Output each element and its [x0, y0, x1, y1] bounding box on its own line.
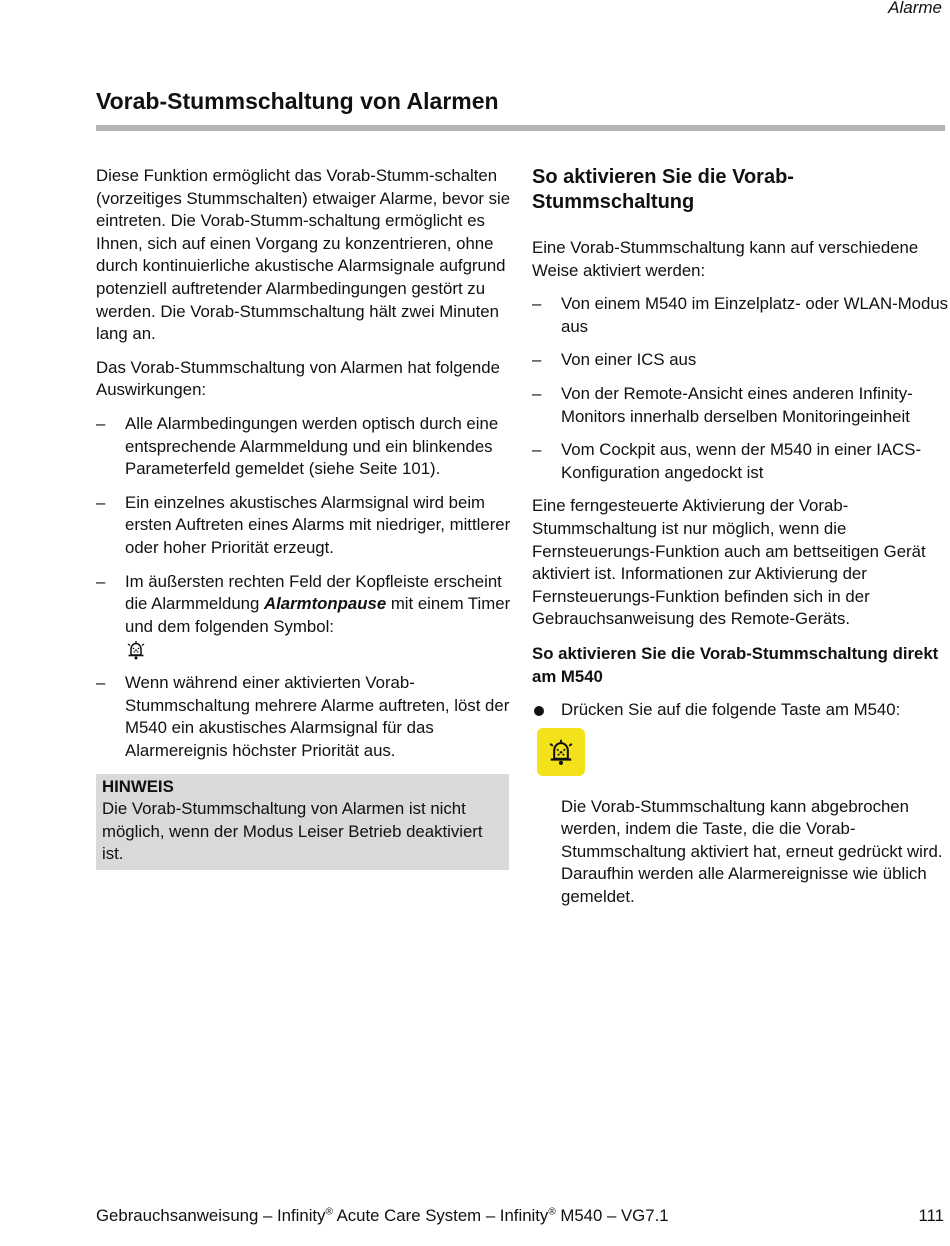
- dash-marker: –: [96, 571, 106, 591]
- activation-ways-list: [532, 293, 950, 484]
- remote-activation-paragraph: Eine ferngesteuerte Aktivierung der Vorab-Stummschaltung ist nur möglich, wenn die Fernsteuerungs-Funktion auch am bettseitigen Gerät aktiviert ist. Informationen zur Aktivierung der Fernsteuerungs-Funktion befinden sich in der Gebrauchsanweisung des Remote-Geräts.: [532, 496, 926, 629]
- dash-marker: –: [532, 383, 542, 403]
- note-heading: HINWEIS: [102, 776, 174, 796]
- list-item-text: Alle Alarmbedingungen werden optisch durch eine entsprechende Alarmmeldung und ein blinkendes Parameterfeld gemeldet (siehe Seite 101).: [125, 413, 499, 479]
- list-item-text: Von der Remote-Ansicht eines anderen Infinity-Monitors innerhalb derselben Monitoringeinheit: [561, 383, 913, 426]
- alarm-message-name: Alarmtonpause: [264, 594, 387, 614]
- list-item: [96, 492, 511, 560]
- running-header: Alarme: [888, 0, 942, 17]
- dash-marker: –: [96, 492, 106, 512]
- dash-marker: –: [96, 673, 106, 693]
- note-box: [96, 774, 509, 870]
- list-item: [96, 571, 511, 662]
- section-heading: So aktivieren Sie die Vorab-Stummschaltung: [532, 166, 794, 213]
- list-item: [532, 439, 950, 484]
- list-item-text: Im äußersten rechten Feld der Kopfleiste erscheint die Alarmmeldung: [125, 571, 502, 614]
- dash-marker: –: [532, 350, 542, 370]
- alarm-pause-bell-icon: [125, 639, 147, 661]
- list-item-text: Ein einzelnes akustisches Alarmsignal wird beim ersten Auftreten eines Alarms mit niedriger, mittlerer oder hoher Priorität erzeugt.: [125, 492, 511, 557]
- intro-paragraph: Diese Funktion ermöglicht das Vorab-Stumm-schalten (vorzeitiges Stummschalten) etwaiger Alarme, bevor sie eintreten. Die Vorab-Stumm-schaltung ermöglicht es Ihnen, sich auf einen Vorgang zu konzentrieren, ohne durch kontinuierliche akustische Alarmsignale aufgrund potenziell auftretender Alarmbedingungen gestört zu werden. Die Vorab-Stummschaltung hält zwei Minuten lang an.: [96, 166, 511, 344]
- step-text: Drücken Sie auf die folgende Taste am M540:: [561, 700, 901, 720]
- registered-mark: ®: [325, 1206, 333, 1218]
- right-column: [532, 165, 950, 909]
- footer-title: [96, 1206, 669, 1226]
- effects-intro: Das Vorab-Stummschaltung von Alarmen hat folgende Auswirkungen:: [96, 357, 500, 400]
- registered-mark: ®: [548, 1206, 556, 1218]
- page-number: 111: [918, 1206, 944, 1225]
- dash-marker: –: [532, 440, 542, 460]
- footer-text: Gebrauchsanweisung – Infinity: [96, 1206, 326, 1225]
- list-item-text: mit einem Timer und dem folgenden Symbol:: [125, 594, 511, 636]
- step-item: [532, 699, 950, 722]
- page-title: Vorab-Stummschaltung von Alarmen: [96, 88, 499, 114]
- dash-marker: –: [532, 294, 542, 314]
- note-text: Die Vorab-Stummschaltung von Alarmen ist nicht möglich, wenn der Modus Leiser Betrieb deaktiviert ist.: [102, 799, 483, 864]
- list-item-text: Von einer ICS aus: [561, 350, 697, 370]
- list-item: [96, 672, 511, 762]
- list-item-text: Von einem M540 im Einzelplatz- oder WLAN-Modus aus: [561, 294, 949, 336]
- dash-marker: –: [96, 413, 106, 433]
- activation-intro: Eine Vorab-Stummschaltung kann auf verschiedene Weise aktiviert werden:: [532, 238, 919, 280]
- bullet-dot: [534, 706, 544, 716]
- subsection-heading: So aktivieren Sie die Vorab-Stummschaltung direkt am M540: [532, 643, 939, 686]
- title-rule: [96, 125, 945, 131]
- effects-list: [96, 413, 511, 763]
- cancel-paragraph: Die Vorab-Stummschaltung kann abgebrochen werden, indem die Taste, die die Vorab-Stummschaltung aktiviert hat, erneut gedrückt wird. Daraufhin werden alle Alarmereignisse wie üblich gemeldet.: [561, 796, 943, 907]
- list-item: [532, 349, 950, 372]
- left-column: [96, 165, 511, 870]
- list-item-text: Vom Cockpit aus, wenn der M540 in einer IACS-Konfiguration angedockt ist: [561, 440, 922, 482]
- list-item: [532, 293, 950, 338]
- alarm-pause-key-icon: [537, 728, 585, 776]
- list-item: [96, 413, 511, 481]
- list-item-text: Wenn während einer aktivierten Vorab-Stummschaltung mehrere Alarme auftreten, löst der M540 ein akustisches Alarmsignal für das Alarmereignis höchster Priorität aus.: [125, 673, 510, 761]
- bell-crossed-icon: [546, 737, 576, 767]
- footer-text: M540 – VG7.1: [555, 1206, 669, 1225]
- list-item: [532, 383, 950, 428]
- footer-text: Acute Care System – Infinity: [332, 1206, 549, 1225]
